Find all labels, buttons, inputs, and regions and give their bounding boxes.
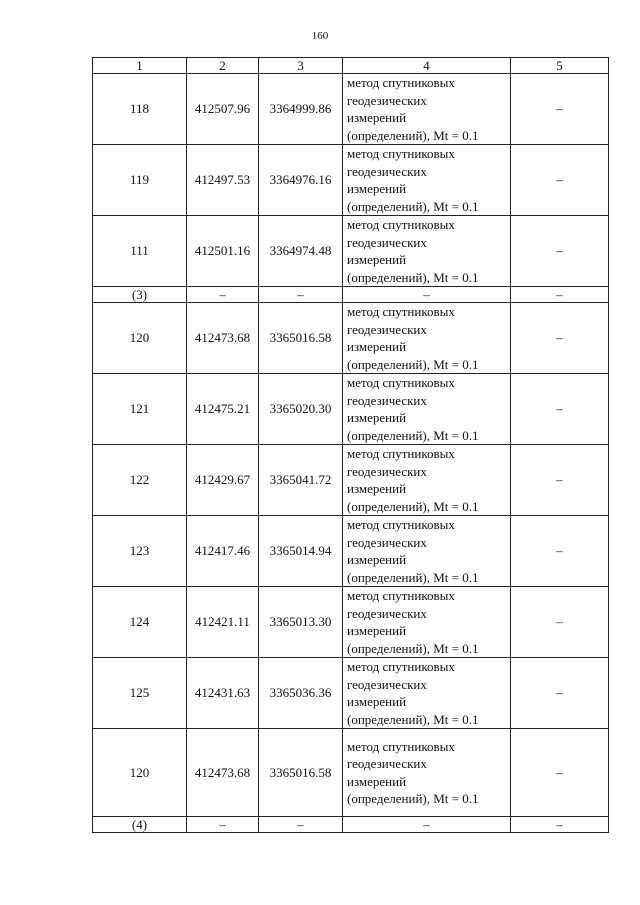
table-row [93,303,609,374]
note-cell: – [511,445,609,516]
x-coordinate-cell: 412421.11 [187,587,259,658]
header-cell-2: 2 [187,58,259,74]
y-coordinate-cell: 3365041.72 [259,445,343,516]
method-line: метод спутниковых [347,146,455,161]
note-cell: – [511,216,609,287]
separator-row [93,817,609,833]
method-line: (определений), Mt = 0.1 [347,198,479,214]
method-cell [343,516,511,587]
note-cell: – [511,587,609,658]
method-line: измерений [347,181,407,196]
note-cell: – [511,817,609,833]
method-line: метод спутниковых [347,375,455,390]
method-cell [343,587,511,658]
point-number-cell: 123 [93,516,187,587]
x-coordinate-cell: 412417.46 [187,516,259,587]
method-cell [343,145,511,216]
method-line: метод спутниковых [347,304,455,319]
method-line: метод спутниковых [347,517,455,532]
note-cell: – [511,287,609,303]
note-cell: – [511,74,609,145]
method-line: измерений [347,773,407,789]
y-coordinate-cell: 3365020.30 [259,374,343,445]
y-coordinate-cell: 3364974.48 [259,216,343,287]
point-number-cell: 120 [93,303,187,374]
table-row [93,516,609,587]
method-line: геодезических [347,534,427,550]
method-line: геодезических [347,463,427,479]
method-line: геодезических [347,234,427,250]
method-line: измерений [347,481,407,496]
method-line: измерений [347,339,407,354]
method-line: метод спутниковых [347,738,455,754]
y-coordinate-cell: 3365013.30 [259,587,343,658]
y-coordinate-cell: 3365016.58 [259,729,343,817]
x-coordinate-cell: 412429.67 [187,445,259,516]
method-line: геодезических [347,676,427,692]
note-cell: – [511,729,609,817]
x-coordinate-cell: 412507.96 [187,74,259,145]
point-number-cell: 125 [93,658,187,729]
x-coordinate-cell: – [187,817,259,833]
point-number-cell: (3) [93,287,187,303]
note-cell: – [511,145,609,216]
header-cell-4: 4 [343,58,511,74]
method-line: (определений), Mt = 0.1 [347,356,479,372]
y-coordinate-cell: – [259,287,343,303]
method-line: измерений [347,110,407,125]
point-number-cell: 122 [93,445,187,516]
table-row [93,74,609,145]
table-row [93,145,609,216]
method-cell: – [343,817,511,833]
separator-row [93,287,609,303]
header-cell-5: 5 [511,58,609,74]
method-cell [343,374,511,445]
y-coordinate-cell: 3365016.58 [259,303,343,374]
method-line: метод спутниковых [347,588,455,603]
table-row [93,216,609,287]
point-number-cell: 124 [93,587,187,658]
method-line: (определений), Mt = 0.1 [347,791,479,806]
method-line: (определений), Mt = 0.1 [347,711,479,727]
method-line: (определений), Mt = 0.1 [347,498,479,514]
table-row [93,658,609,729]
method-cell [343,445,511,516]
x-coordinate-cell: 412497.53 [187,145,259,216]
table-row [93,729,609,817]
method-line: (определений), Mt = 0.1 [347,269,479,285]
method-cell [343,658,511,729]
method-line: (определений), Mt = 0.1 [347,640,479,656]
method-line: геодезических [347,92,427,108]
method-cell [343,303,511,374]
x-coordinate-cell: – [187,287,259,303]
header-row [93,58,609,74]
method-cell [343,216,511,287]
x-coordinate-cell: 412473.68 [187,729,259,817]
method-cell: – [343,287,511,303]
y-coordinate-cell: – [259,817,343,833]
method-line: измерений [347,694,407,709]
point-number-cell: 118 [93,74,187,145]
y-coordinate-cell: 3364976.16 [259,145,343,216]
x-coordinate-cell: 412473.68 [187,303,259,374]
header-cell-1: 1 [93,58,187,74]
method-line: измерений [347,623,407,638]
point-number-cell: 111 [93,216,187,287]
method-line: метод спутниковых [347,446,455,461]
table-row [93,374,609,445]
method-line: (определений), Mt = 0.1 [347,127,479,143]
method-line: геодезических [347,321,427,337]
note-cell: – [511,374,609,445]
x-coordinate-cell: 412431.63 [187,658,259,729]
method-line: измерений [347,552,407,567]
method-line: геодезических [347,392,427,408]
method-cell [343,729,511,817]
point-number-cell: 119 [93,145,187,216]
y-coordinate-cell: 3364999.86 [259,74,343,145]
method-line: геодезических [347,163,427,179]
method-line: измерений [347,410,407,425]
page-number: 160 [311,30,329,42]
method-line: метод спутниковых [347,659,455,674]
y-coordinate-cell: 3365014.94 [259,516,343,587]
note-cell: – [511,658,609,729]
point-number-cell: 121 [93,374,187,445]
coordinates-table [92,57,609,833]
method-line: измерений [347,252,407,267]
method-line: геодезических [347,605,427,621]
method-cell [343,74,511,145]
point-number-cell: 120 [93,729,187,817]
method-line: (определений), Mt = 0.1 [347,427,479,443]
header-cell-3: 3 [259,58,343,74]
method-line: метод спутниковых [347,75,455,90]
point-number-cell: (4) [93,817,187,833]
note-cell: – [511,303,609,374]
y-coordinate-cell: 3365036.36 [259,658,343,729]
table-row [93,587,609,658]
method-line: геодезических [347,756,427,771]
table-row [93,445,609,516]
method-line: метод спутниковых [347,217,455,232]
note-cell: – [511,516,609,587]
x-coordinate-cell: 412501.16 [187,216,259,287]
method-line: (определений), Mt = 0.1 [347,569,479,585]
x-coordinate-cell: 412475.21 [187,374,259,445]
